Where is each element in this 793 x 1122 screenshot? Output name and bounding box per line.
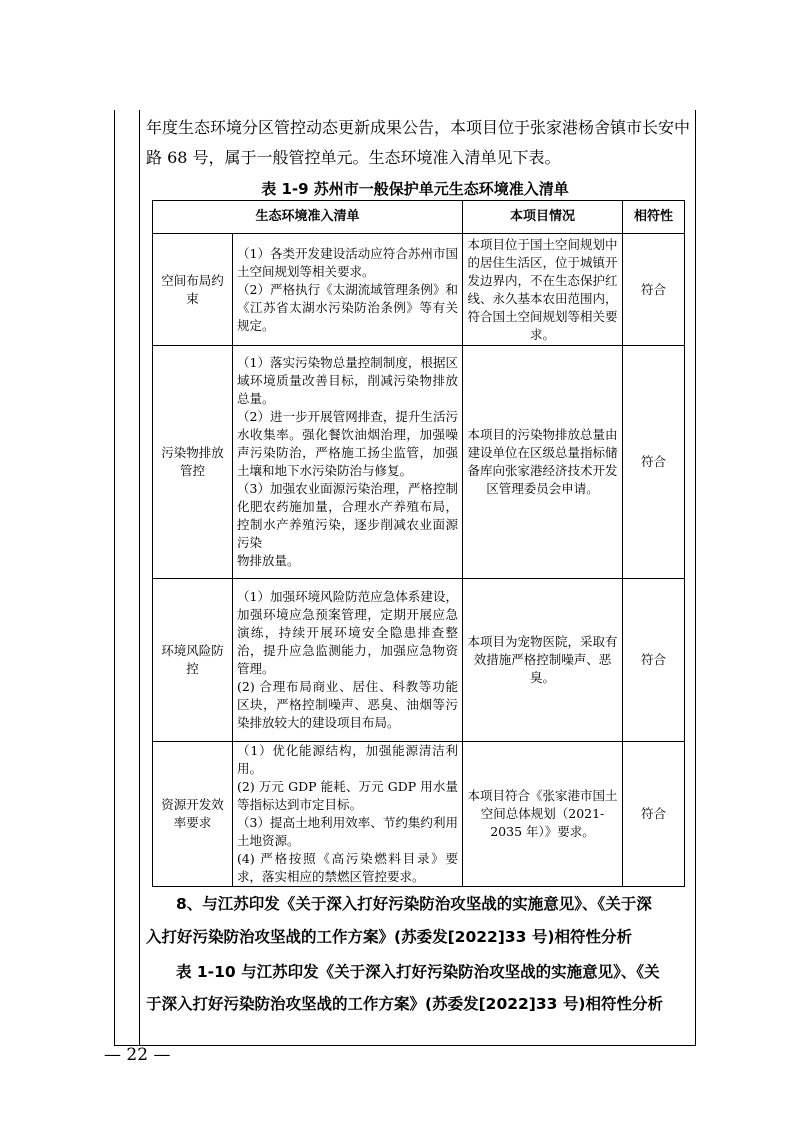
header-conformity: 相符性 (623, 201, 685, 234)
table-row (153, 346, 685, 579)
row-conformity: 符合 (623, 579, 685, 742)
requirement-item: （1）优化能源结构，加强能源清洁利用。 (237, 743, 459, 776)
row-project: 本项目为宠物医院，采取有效措施严格控制噪声、恶臭。 (463, 579, 623, 742)
access-list-table (152, 200, 685, 887)
requirement-item: （1）各类开发建设活动应符合苏州市国土空间规划等相关要求。 (237, 245, 459, 279)
row-category: 空间布局约束 (153, 234, 233, 346)
table-row (153, 742, 685, 887)
requirement-item: (2) 万元 GDP 能耗、万元 GDP 用水量等指标达到市定目标。 (237, 779, 459, 812)
requirement-item: （2）进一步开展管网排查，提升生活污水收集率。强化餐饮油烟治理，加强噪声污染防治，严格施工扬尘监管，加强土壤和地下水污染防治与修复。 (237, 409, 459, 478)
row-conformity: 符合 (623, 742, 685, 887)
table-1-10-caption-line-1: 表 1-10 与江苏印发《关于深入打好污染防治攻坚战的实施意见》、《关 (176, 963, 660, 981)
requirement-item: （3）提高土地利用效率、节约集约利用土地资源。 (237, 815, 459, 848)
frame-inner-line (139, 110, 140, 1045)
intro-line-1: 年度生态环境分区管控动态更新成果公告，本项目位于张家港杨舍镇市长安中 (146, 118, 691, 137)
page-number: — 22 — (104, 1045, 171, 1065)
row-category: 污染物排放管控 (153, 346, 233, 579)
header-requirements: 生态环境准入清单 (153, 201, 463, 234)
header-project: 本项目情况 (463, 201, 623, 234)
section-8-line-1: 8、与江苏印发《关于深入打好污染防治攻坚战的实施意见》、《关于深 (176, 895, 652, 913)
table-caption: 表 1-9 苏州市一般保护单元生态环境准入清单 (261, 180, 569, 198)
requirement-item: （1）加强环境风险防范应急体系建设，加强环境应急预案管理，定期开展应急演练，持续开展环境安全隐患排查整治，提升应急监测能力，加强应急物资管理。 (237, 589, 459, 676)
row-project: 本项目的污染物排放总量由建设单位在区级总量指标储备库向张家港经济技术开发区管理委员会申请。 (463, 346, 623, 579)
requirement-item: 物排放量。 (237, 553, 300, 568)
requirement-item: （3）加强农业面源污染治理，严格控制化肥农药施加量，合理水产养殖布局，控制水产养殖污染，逐步削减农业面源污染 (237, 481, 459, 550)
intro-line-2: 路 68 号，属于一般管控单元。生态环境准入清单见下表。 (146, 148, 561, 167)
row-requirements (233, 579, 463, 742)
section-8-line-2: 入打好污染防治攻坚战的工作方案》(苏委发[2022]33 号)相符性分析 (146, 928, 632, 946)
row-conformity: 符合 (623, 234, 685, 346)
row-category: 资源开发效率要求 (153, 742, 233, 887)
row-category: 环境风险防控 (153, 579, 233, 742)
table-1-10-caption-line-2: 于深入打好污染防治攻坚战的工作方案》(苏委发[2022]33 号)相符性分析 (146, 995, 663, 1013)
table-row (153, 234, 685, 346)
table-row (153, 579, 685, 742)
requirement-item: (4) 严格按照《高污染燃料目录》要求，落实相应的禁燃区管控要求。 (237, 851, 459, 884)
row-requirements (233, 346, 463, 579)
requirement-item: （1）落实污染物总量控制制度，根据区域环境质量改善目标，削减污染物排放总量。 (237, 355, 459, 406)
row-conformity: 符合 (623, 346, 685, 579)
requirement-item: （2）严格执行《太湖流域管理条例》和《江苏省太湖水污染防治条例》等有关规定。 (237, 281, 459, 333)
row-requirements (233, 742, 463, 887)
requirement-item: (2) 合理布局商业、居住、科教等功能区块，严格控制噪声、恶臭、油烟等污染排放较大的建设项目布局。 (237, 679, 459, 730)
row-requirements (233, 234, 463, 346)
row-project: 本项目符合《张家港市国土空间总体规划（2021-2035 年）》要求。 (463, 742, 623, 887)
row-project: 本项目位于国土空间规划中的居住生活区，位于城镇开发边界内，不在生态保护红线、永久基本农田范围内，符合国土空间规划等相关要求。 (463, 234, 623, 346)
table-header-row (153, 201, 685, 234)
